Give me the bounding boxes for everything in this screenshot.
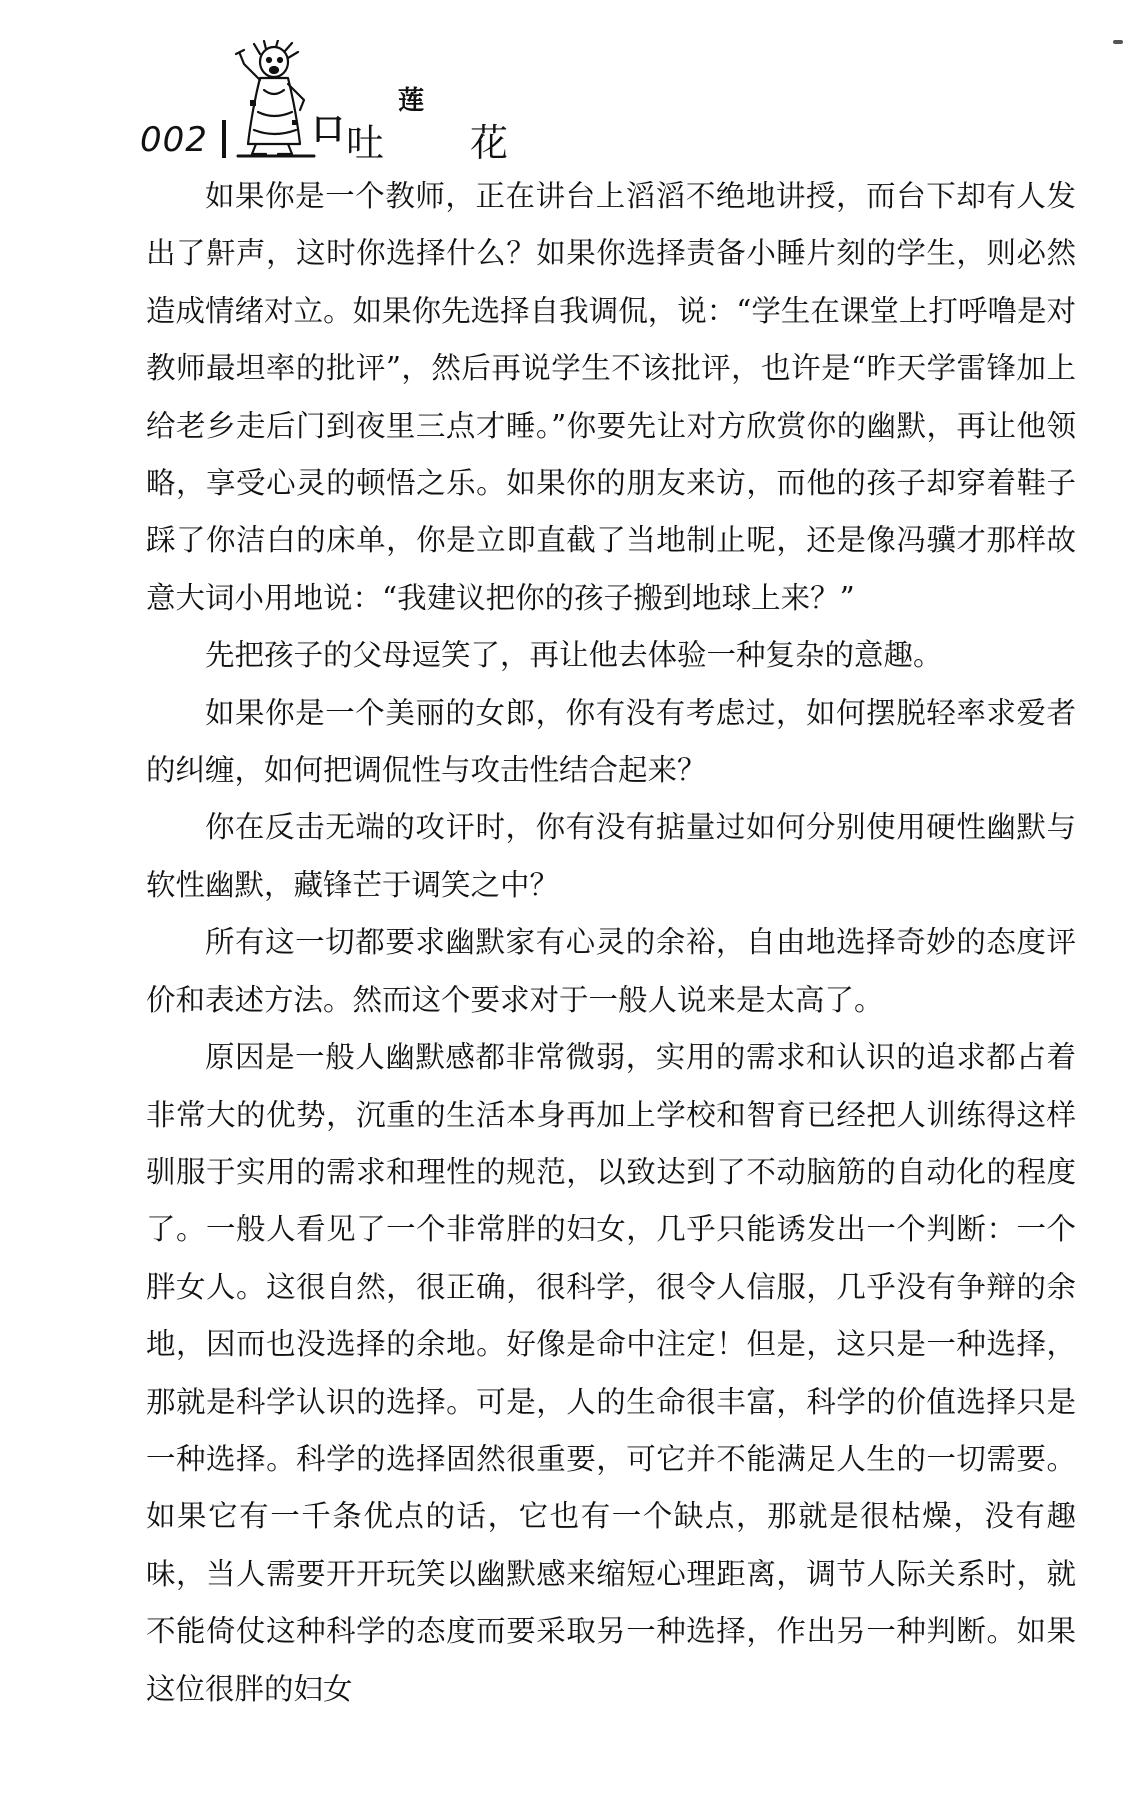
paragraph: 原因是一般人幽默感都非常微弱，实用的需求和认识的追求都占着非常大的优势，沉重的生活本身再加上学校和智育已经把人训练得这样驯服于实用的需求和理性的规范，以致达到了不动脑筋的自动化的程度了。一般人看见了一个非常胖的妇女，几乎只能诱发出一个判断：一个胖女人。这很自然，很正确，很科学，很令人信服，几乎没有争辩的余地，因而也没选择的余地。好像是命中注定！但是，这只是一种选择，那就是科学认识的选择。可是，人的生命很丰富，科学的价值选择只是一种选择。科学的选择固然很重要，可它并不能满足人生的一切需要。如果它有一千条优点的话，它也有一个缺点，那就是很枯燥，没有趣味，当人需要开开玩笑以幽默感来缩短心理距离，调节人际关系时，就不能倚仗这种科学的态度而要采取另一种选择，作出另一种判断。如果这位很胖的妇女 xyxy=(146,1040,1076,1706)
paragraph: 如果你是一个美丽的女郎，你有没有考虑过，如何摆脱轻率求爱者的纠缠，如何把调侃性与攻击性结合起来？ xyxy=(146,695,1076,788)
paragraph: 如果你是一个教师，正在讲台上滔滔不绝地讲授，而台下却有人发出了鼾声，这时你选择什么？如果你选择责备小睡片刻的学生，则必然造成情绪对立。如果你先选择自我调侃，说：“学生在课堂上打呼噜是对教师最坦率的批评”，然后再说学生不该批评，也许是“昨天学雷锋加上给老乡走后门到夜里三点才睡。”你要先让对方欣赏你的幽默，再让他领略，享受心灵的顿悟之乐。如果你的朋友来访，而他的孩子却穿着鞋子踩了你洁白的床单，你是立即直截了当地制止呢，还是像冯骥才那样故意大词小用地说：“我建议把你的孩子搬到地球上来？” xyxy=(146,179,1076,615)
paragraph: 你在反击无端的攻讦时，你有没有掂量过如何分别使用硬性幽默与软性幽默，藏锋芒于调笑之中？ xyxy=(146,810,1076,902)
page-header xyxy=(140,40,740,165)
cartoon-figure-icon xyxy=(230,40,320,158)
title-char-lian: 莲 xyxy=(398,86,425,116)
title-char-kou: 口 xyxy=(312,110,345,148)
paragraph: 所有这一切都要求幽默家有心灵的余裕，自由地选择奇妙的态度评价和表述方法。然而这个要求对于一般人说来是太高了。 xyxy=(146,925,1076,1017)
scan-mark xyxy=(1113,40,1123,44)
paragraph: 先把孩子的父母逗笑了，再让他去体验一种复杂的意趣。 xyxy=(205,638,943,673)
page-number: 002 xyxy=(140,120,208,160)
title-char-hua: 花 xyxy=(470,121,509,165)
body-text xyxy=(146,168,1076,1718)
header-divider xyxy=(222,120,226,158)
title-char-tu: 吐 xyxy=(346,121,385,165)
